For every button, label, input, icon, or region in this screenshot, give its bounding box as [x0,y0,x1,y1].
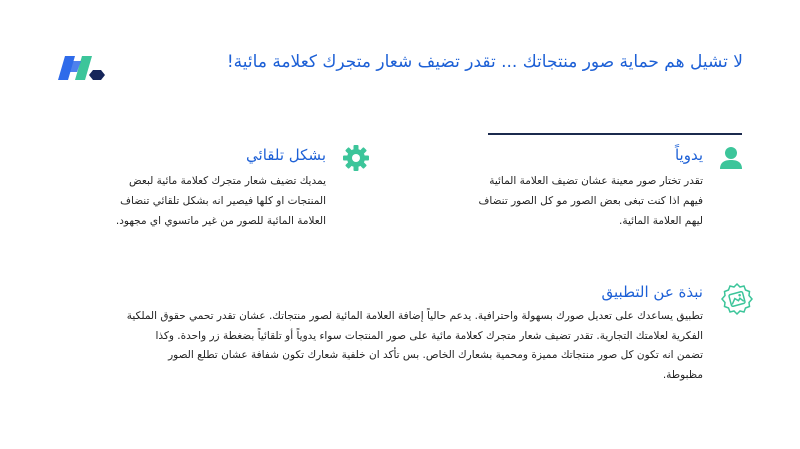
page-title: لا تشيل هم حماية صور منتجاتك ... تقدر تضيف شعار متجرك كعلامة مائية! [226,52,743,72]
manual-line-3: ليهم العلامة المائية. [618,215,703,227]
automatic-feature-description [26,171,326,231]
about-line-4: مظبوطة. [662,368,703,381]
automatic-line-2: المنتجات او كلها فيصير انه بشكل تلقائي تنضاف [120,195,326,207]
automatic-line-3: العلامة المائية للصور من غير ماتسوي اي مجهود. [115,215,326,227]
section-divider [488,133,742,135]
automatic-line-1: يمديك تضيف شعار متجرك كعلامة مائية لبعض [129,175,326,187]
about-title: نبذة عن التطبيق [601,283,703,301]
manual-line-1: تقدر تختار صور معينة عشان تضيف العلامة المائية [489,175,703,187]
about-line-2: الفكرية لعلامتك التجارية. تقدر تضيف شعار متجرك كعلامة مائية على صور المنتجات سواء يدوياً أو تلقائياً بضغطة زر واحدة. وكذا [155,329,703,342]
gear-icon [342,144,368,170]
manual-line-2: فيهم اذا كنت تبغى بعض الصور مو كل الصور تنضاف [478,195,703,207]
automatic-feature-title: بشكل تلقائي [246,146,326,164]
about-line-1: تطبيق يساعدك على تعديل صورك بسهولة واحترافية. يدعم حالياً إضافة العلامة المائية لصور منتجاتك. عشان تقدر تحمي حقوق الملكية [126,310,703,322]
manual-feature-title: يدوياً [674,146,703,164]
user-icon [718,145,744,171]
app-logo [56,52,108,82]
about-description [43,307,703,385]
about-line-3: تضمن انه تكون كل صور منتجاتك مميزة ومحمية بشعارك الخاص. بس تأكد ان خلفية شعارك تكون شفافة عشان تطلع الصور [168,349,703,361]
manual-feature-description [403,171,703,231]
image-badge-icon [720,282,754,316]
